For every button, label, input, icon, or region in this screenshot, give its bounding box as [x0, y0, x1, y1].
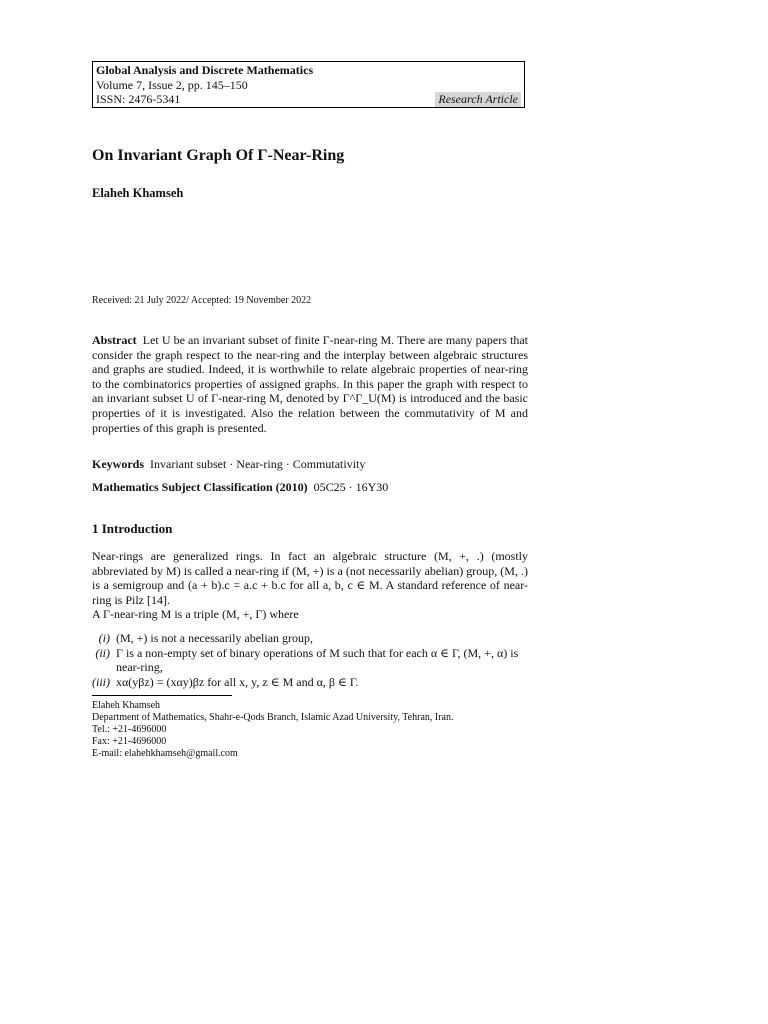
definition-list: [80, 631, 528, 689]
list-item-number: (iii): [92, 674, 110, 689]
abstract-block: [92, 333, 528, 435]
intro-paragraph: Near-rings are generalized rings. In fact an algebraic structure (M, +, .) (mostly abbreviated by M) is called a near-ring if (M, +) is a (not necessarily abelian) group, (M, .) is a semigroup and (a + b).c = a.c + b.c for all a, b, c ∈ M. A standard reference of near-ring is Pilz [14].: [92, 549, 528, 607]
abstract-text: Let U be an invariant subset of finite Γ-near-ring M. There are many papers that consider the graph respect to the near-ring and the interplay between algebraic structures and graphs are studied. Indeed, it is worthwhile to relate algebraic properties of near-ring to the combinatorics properties of assigned graphs. In this paper the graph with respect to an invariant subset U of Γ-near-ring M, denoted by Γ^Γ_U(M) is introduced and the basic properties of it is investigated. Also the relation between the commutativity of M and properties of this graph is presented.: [92, 333, 529, 435]
keywords-line: [92, 457, 365, 472]
list-item: [80, 646, 528, 675]
abstract-label: Abstract: [92, 333, 137, 347]
paper-author: Elaheh Khamseh: [92, 186, 184, 200]
article-type-badge: Research Article: [435, 92, 521, 107]
list-item-number: (i): [98, 631, 110, 645]
journal-issn: ISSN: 2476-5341: [96, 92, 181, 107]
footnote-divider: [92, 695, 232, 696]
introduction-body: [92, 549, 528, 622]
keywords-label: Keywords: [92, 457, 144, 471]
keywords-text: Invariant subset · Near-ring · Commutativity: [150, 457, 366, 471]
journal-volume: Volume 7, Issue 2, pp. 145–150: [96, 77, 248, 92]
list-item-number: (ii): [95, 645, 110, 660]
list-item-text: xα(yβz) = (xαy)βz for all x, y, z ∈ M and α, β ∈ Γ.: [116, 674, 359, 689]
journal-info-box: [92, 61, 525, 108]
footnote-tel: Tel.: +21-4696000: [92, 724, 167, 735]
list-item: [80, 675, 528, 690]
list-item: [80, 631, 528, 646]
footnote-email: E-mail: elahehkhamseh@gmail.com: [92, 748, 238, 759]
journal-name: Global Analysis and Discrete Mathematics: [96, 63, 314, 77]
list-item-text: (M, +) is not a necessarily abelian group,: [116, 631, 314, 645]
msc-codes: 05C25 · 16Y30: [313, 480, 389, 494]
paper-title: On Invariant Graph Of Γ-Near-Ring: [92, 147, 345, 164]
msc-line: [92, 480, 388, 495]
author-footnote: [92, 700, 453, 760]
footnote-affiliation: Department of Mathematics, Shahr-e-Qods Branch, Islamic Azad University, Tehran, Iran.: [92, 712, 454, 723]
list-item-text: Γ is a non-empty set of binary operations of M such that for each α ∈ Γ, (M, +, α) is near-ring,: [116, 645, 519, 675]
footnote-name: Elaheh Khamseh: [92, 700, 161, 711]
msc-label: Mathematics Subject Classification (2010): [92, 480, 308, 494]
submission-dates: Received: 21 July 2022/ Accepted: 19 November 2022: [92, 295, 312, 306]
footnote-fax: Fax: +21-4696000: [92, 736, 167, 747]
intro-paragraph-2: A Γ-near-ring M is a triple (M, +, Γ) where: [92, 607, 299, 622]
section-heading: 1 Introduction: [92, 521, 173, 536]
